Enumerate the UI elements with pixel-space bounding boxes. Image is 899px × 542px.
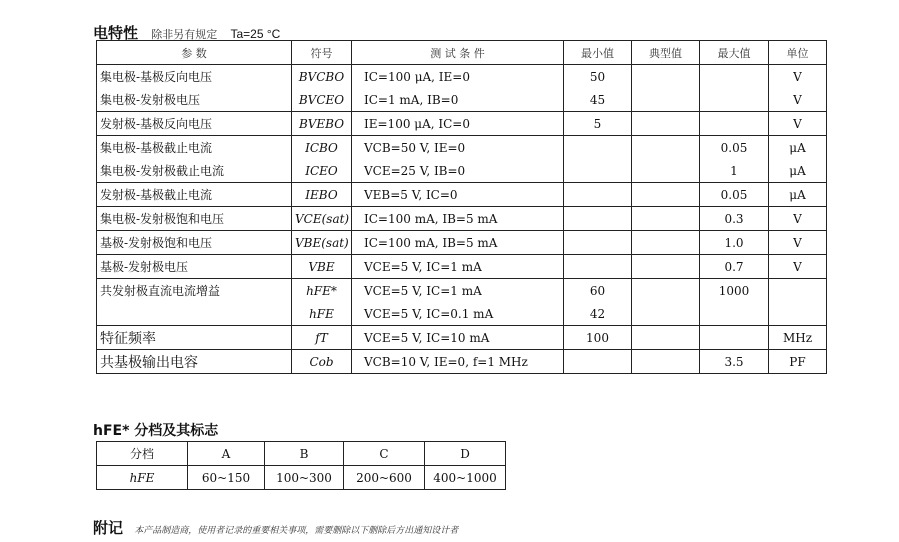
typ-value (632, 159, 700, 183)
typ-value (632, 279, 700, 303)
unit: μA (769, 159, 827, 183)
unit: V (769, 112, 827, 136)
rank-header-row (97, 442, 506, 466)
param-name: 发射极-基极截止电流 (97, 183, 292, 207)
table-row (97, 326, 827, 350)
unit: μA (769, 136, 827, 160)
test-condition: IC=100 μA, IE=0 (352, 65, 564, 89)
typ-value (632, 65, 700, 89)
param-name: 基极-发射极饱和电压 (97, 231, 292, 255)
title-ta: Ta=25 °C (230, 27, 281, 41)
symbol: VCE(sat) (292, 207, 352, 231)
test-condition: VCB=50 V, IE=0 (352, 136, 564, 160)
rank-title: hFE* 分档及其标志 (93, 423, 219, 439)
symbol: VBE (292, 255, 352, 279)
unit (769, 302, 827, 326)
test-condition: VCB=10 V, IE=0, f=1 MHz (352, 350, 564, 374)
table-row (97, 255, 827, 279)
unit: V (769, 88, 827, 112)
rank-value-row (97, 466, 506, 490)
symbol: BVEBO (292, 112, 352, 136)
rank-grade: C (344, 442, 425, 466)
note (93, 517, 458, 538)
test-condition: VCE=25 V, IB=0 (352, 159, 564, 183)
unit: μA (769, 183, 827, 207)
electrical-characteristics-table (96, 40, 827, 374)
header-min: 最小值 (564, 41, 632, 65)
table-row (97, 207, 827, 231)
symbol: hFE* (292, 279, 352, 303)
typ-value (632, 207, 700, 231)
test-condition: IE=100 μA, IC=0 (352, 112, 564, 136)
min-value: 42 (564, 302, 632, 326)
hfe-rank-table (96, 441, 506, 490)
min-value: 100 (564, 326, 632, 350)
test-condition: VCE=5 V, IC=1 mA (352, 255, 564, 279)
max-value: 0.3 (700, 207, 769, 231)
table-row (97, 183, 827, 207)
unit: MHz (769, 326, 827, 350)
rank-range: 200~600 (344, 466, 425, 490)
min-value: 45 (564, 88, 632, 112)
table-row (97, 350, 827, 374)
symbol: Cob (292, 350, 352, 374)
max-value: 1.0 (700, 231, 769, 255)
typ-value (632, 136, 700, 160)
typ-value (632, 350, 700, 374)
max-value: 0.05 (700, 136, 769, 160)
max-value (700, 65, 769, 89)
rank-grade: A (188, 442, 265, 466)
note-text: 本产品制造商，使用者记录的重要相关事项，需要删除以下删除后方出通知设计者 (134, 526, 459, 536)
max-value (700, 326, 769, 350)
test-condition: VCE=5 V, IC=0.1 mA (352, 302, 564, 326)
typ-value (632, 326, 700, 350)
note-label: 附记 (93, 519, 124, 537)
param-name: 共发射极直流电流增益 (97, 279, 292, 303)
unit (769, 279, 827, 303)
max-value: 3.5 (700, 350, 769, 374)
typ-value (632, 231, 700, 255)
max-value: 1 (700, 159, 769, 183)
header-param: 参 数 (97, 41, 292, 65)
typ-value (632, 88, 700, 112)
table-row (97, 65, 827, 89)
table-header-row (97, 41, 827, 65)
max-value (700, 302, 769, 326)
param-name: 特征频率 (97, 326, 292, 350)
table-row (97, 159, 827, 183)
test-condition: IC=1 mA, IB=0 (352, 88, 564, 112)
min-value: 60 (564, 279, 632, 303)
param-name: 基极-发射极电压 (97, 255, 292, 279)
min-value (564, 207, 632, 231)
table-body (97, 65, 827, 374)
test-condition: IC=100 mA, IB=5 mA (352, 207, 564, 231)
min-value: 50 (564, 65, 632, 89)
min-value (564, 183, 632, 207)
test-condition: VEB=5 V, IC=0 (352, 183, 564, 207)
typ-value (632, 255, 700, 279)
table-row (97, 136, 827, 160)
min-value (564, 255, 632, 279)
rank-range: 400~1000 (425, 466, 506, 490)
test-condition: VCE=5 V, IC=1 mA (352, 279, 564, 303)
typ-value (632, 302, 700, 326)
param-name: 集电极-基极截止电流 (97, 136, 292, 160)
unit: V (769, 207, 827, 231)
param-name: 集电极-发射极饱和电压 (97, 207, 292, 231)
rank-header-label: 分档 (97, 442, 188, 466)
symbol: fT (292, 326, 352, 350)
header-max: 最大值 (700, 41, 769, 65)
symbol: ICEO (292, 159, 352, 183)
unit: V (769, 65, 827, 89)
min-value (564, 350, 632, 374)
test-condition: IC=100 mA, IB=5 mA (352, 231, 564, 255)
param-name: 共基极输出电容 (97, 350, 292, 374)
rank-range: 60~150 (188, 466, 265, 490)
max-value: 0.7 (700, 255, 769, 279)
symbol: BVCEO (292, 88, 352, 112)
rank-grade: D (425, 442, 506, 466)
symbol: BVCBO (292, 65, 352, 89)
max-value: 0.05 (700, 183, 769, 207)
table-row (97, 88, 827, 112)
rank-row-label: hFE (97, 466, 188, 490)
min-value (564, 231, 632, 255)
max-value (700, 88, 769, 112)
min-value: 5 (564, 112, 632, 136)
symbol: hFE (292, 302, 352, 326)
rank-range: 100~300 (265, 466, 344, 490)
unit: PF (769, 350, 827, 374)
table-row (97, 302, 827, 326)
param-name (97, 302, 292, 326)
typ-value (632, 112, 700, 136)
title-condition: 除非另有规定 (151, 28, 218, 41)
param-name: 集电极-基极反向电压 (97, 65, 292, 89)
rank-grade: B (265, 442, 344, 466)
param-name: 集电极-发射极电压 (97, 88, 292, 112)
symbol: VBE(sat) (292, 231, 352, 255)
header-unit: 单位 (769, 41, 827, 65)
header-symbol: 符号 (292, 41, 352, 65)
table-row (97, 112, 827, 136)
title-text: 电特性 (93, 24, 139, 42)
param-name: 集电极-发射极截止电流 (97, 159, 292, 183)
header-condition: 测 试 条 件 (352, 41, 564, 65)
max-value: 1000 (700, 279, 769, 303)
unit: V (769, 255, 827, 279)
typ-value (632, 183, 700, 207)
param-name: 发射极-基极反向电压 (97, 112, 292, 136)
test-condition: VCE=5 V, IC=10 mA (352, 326, 564, 350)
max-value (700, 112, 769, 136)
header-typ: 典型值 (632, 41, 700, 65)
unit: V (769, 231, 827, 255)
min-value (564, 136, 632, 160)
symbol: ICBO (292, 136, 352, 160)
table-row (97, 231, 827, 255)
symbol: IEBO (292, 183, 352, 207)
min-value (564, 159, 632, 183)
table-row (97, 279, 827, 303)
